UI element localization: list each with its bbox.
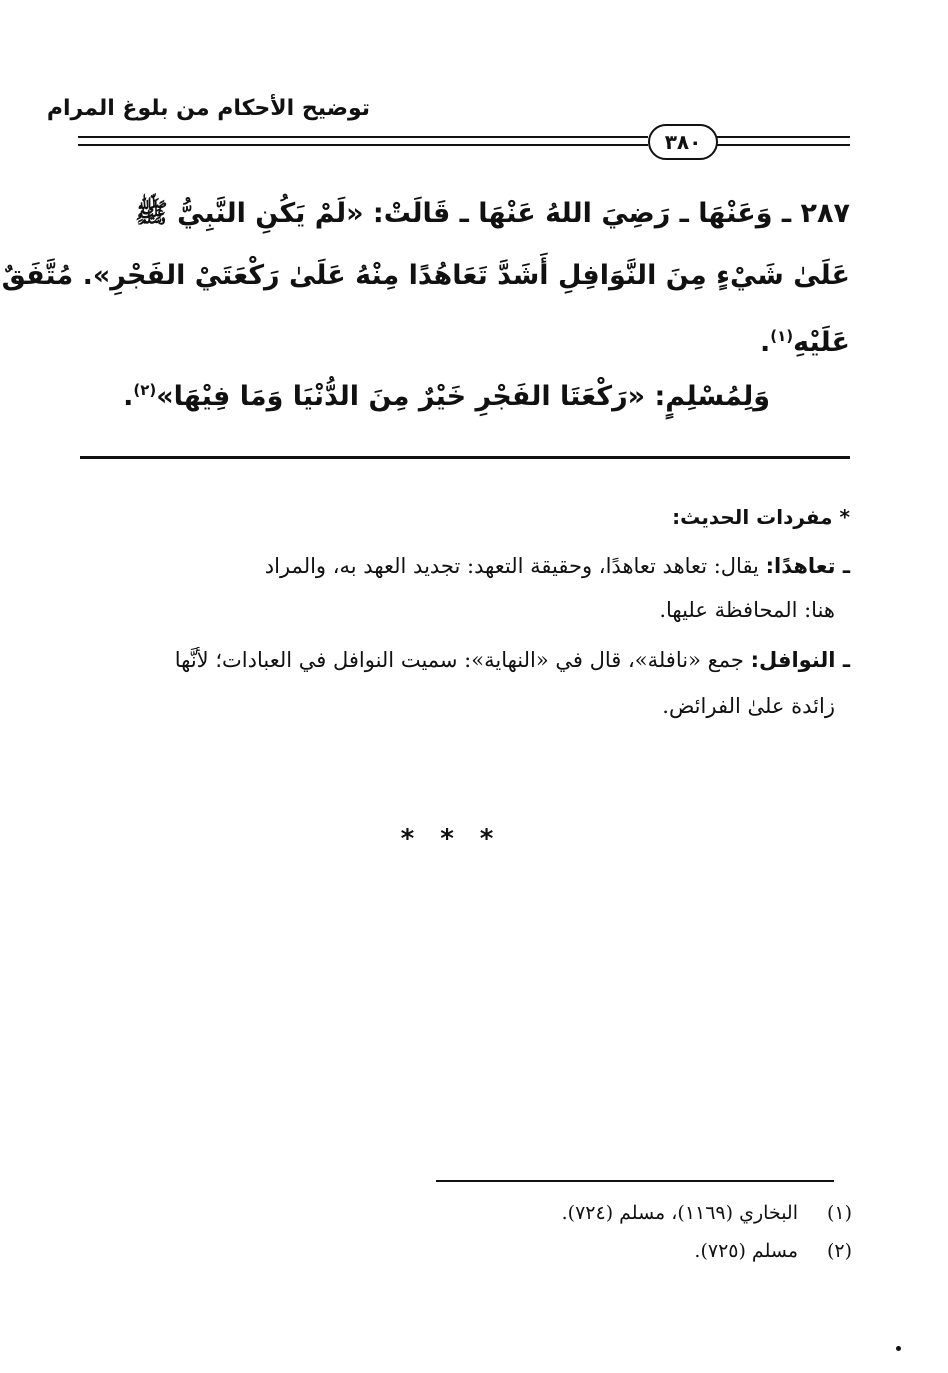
vocab-def-2: جمع «نافلة»، قال في «النهاية»: سميت النوافل في العبادات؛ لأنَّها [174, 648, 751, 672]
footnote-2-number: (٢) [826, 1240, 852, 1262]
footnote-ref-1: (١) [770, 327, 794, 345]
section-divider [80, 456, 850, 459]
hadith-text-1: ـ وَعَنْهَا ـ رَضِيَ اللهُ عَنْهَا ـ قَالَتْ: «لَمْ يَكُنِ النَّبِيُّ ﷺ [135, 198, 792, 229]
footnote-rule [436, 1180, 834, 1182]
running-title: توضيح الأحكام من بلوغ المرام [46, 96, 370, 121]
footnote-1-number: (١) [826, 1202, 852, 1224]
vocab-entry-2-line-2: زائدة علىٰ الفرائض. [662, 694, 835, 718]
footnote-2 [420, 1236, 852, 1266]
vocab-term-1: ـ تعاهدًا: [765, 554, 850, 578]
hadith-number: ٢٨٧ [800, 198, 850, 229]
asterisk-separator: *** [400, 824, 520, 854]
footnote-1 [420, 1198, 852, 1228]
header-rule-left [78, 136, 648, 146]
header-rule-right [716, 136, 850, 146]
page-number: ٣٨٠ [648, 124, 718, 160]
vocab-entry-1-line-1 [72, 546, 850, 586]
vocab-def-1: يقال: تعاهد تعاهدًا، وحقيقة التعهد: تجديد العهد به، والمراد [264, 554, 766, 578]
footnote-1-text: البخاري (١١٦٩)، مسلم (٧٢٤). [561, 1202, 798, 1224]
hadith-text-4-end: . [123, 381, 134, 412]
hadith-line-1 [100, 190, 850, 238]
vocab-term-2: ـ النوافل: [750, 648, 850, 672]
hadith-text-2: عَلَىٰ شَيْءٍ مِنَ النَّوَافِلِ أَشَدَّ تَعَاهُدًا مِنْهُ عَلَىٰ رَكْعَتَيْ الفَجْرِ». مُتَّفَقٌ [1, 260, 850, 291]
hadith-text-3: عَلَيْهِ [793, 327, 850, 358]
vocabulary-heading: * مفردات الحديث: [672, 505, 850, 529]
hadith-line-4 [123, 366, 770, 421]
vocab-entry-2-line-1 [72, 640, 850, 680]
vocab-entry-1-line-2: هنا: المحافظة عليها. [659, 598, 835, 622]
hadith-line-2 [1, 252, 850, 300]
hadith-text-3-end: . [759, 327, 771, 358]
hadith-text-4: وَلِمُسْلِمٍ: «رَكْعَتَا الفَجْرِ خَيْرٌ مِنَ الدُّنْيَا وَمَا فِيْهَا» [156, 381, 770, 412]
footnote-2-text: مسلم (٧٢٥). [694, 1240, 798, 1262]
hadith-line-3 [100, 312, 850, 367]
footnote-ref-2: (٢) [133, 381, 157, 399]
ink-speck [896, 1346, 901, 1351]
